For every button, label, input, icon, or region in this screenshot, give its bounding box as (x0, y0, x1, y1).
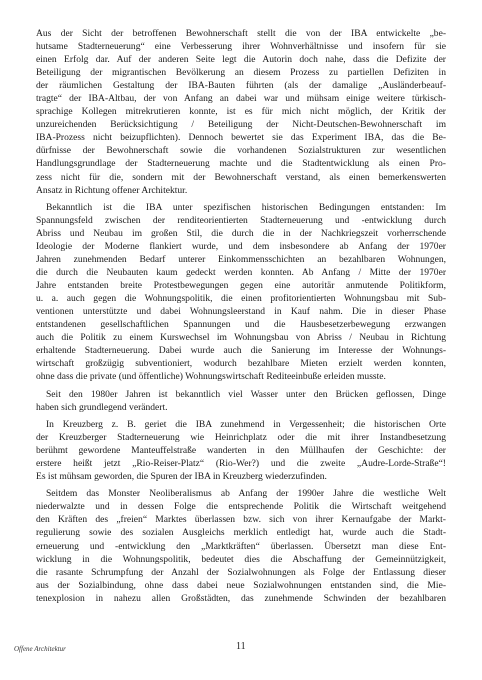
text-line: regulierung sowie des sozialen Ausgleichs merklich entledigt hat, wurde auch die Stadt- (36, 527, 446, 539)
text-line: der Kreuzberger Stadterneuerung wie Heinrichplatz oder die mit ihrer Instandbesetzung (36, 431, 446, 443)
text-line: erstere heißt jetzt „Rio-Reiser-Platz“ (Rio-Wer?) und die zweite „Audre-Lorde-Straße“! (36, 458, 446, 470)
text-line: auch die Politik zu einem Kurswechsel im Wohnungsbau von Abriss / Neubau in Richtung (36, 332, 446, 344)
text-line: dürfnisse der Bewohnerschaft sowie die vorhandenen Sozialstrukturen zur wesentlichen (36, 145, 446, 157)
text-line: erneuerung und -entwicklung den „Marktkräften“ überlassen. Übersetzt man diese Ent- (36, 540, 446, 552)
paragraph (36, 418, 446, 483)
text-line: der räumlichen Gestaltung der IBA-Bauten führten (als der damalige „Ausländerbeauf- (36, 80, 446, 92)
text-line: Beteiligung der migrantischen Bevölkerung an diesem Prozess zu partiellen Defiziten in (36, 67, 446, 79)
text-line: Jahren zunehmenden Bedarf unterer Einkommensschichten an bezahlbaren Wohnungen, (36, 253, 446, 265)
text-line: u. a. auch gegen die Wohnungspolitik, die einen profitorientierten Wohnungsbau mit Sub- (36, 293, 446, 305)
text-line: zess nicht für die, sondern mit der Bewohnerschaft verstand, als einen bemerkenswerten (36, 171, 446, 183)
paragraph (36, 388, 446, 414)
text-line: Seitdem das Monster Neoliberalismus ab Anfang der 1990er Jahre die westliche Welt (46, 488, 446, 500)
text-line: Ideologie der Moderne flankiert wurde, und dem insbesondere ab Anfang der 1970er (36, 240, 446, 252)
text-line: den Kräften des „freien“ Marktes überlassen bzw. sich von ihrer Kernaufgabe der Markt- (36, 514, 446, 526)
text-line: hutsame Stadterneuerung“ eine Verbesserung ihrer Wohnverhältnisse und insofern für sie (36, 41, 446, 53)
text-line: ventionen unterstützte und dabei Wohnungsleerstand in Kauf nahm. Die in dieser Phase (36, 306, 446, 318)
text-line: tragte“ der IBA-Altbau, der von Anfang an dabei war und mühsam einige weitere türkisch- (36, 93, 446, 105)
text-line: haben sich grundlegend verändert. (36, 401, 168, 413)
page-number: 11 (236, 641, 246, 652)
text-line: In Kreuzberg z. B. geriet die IBA zunehmend in Vergessenheit; die historischen Orte (46, 418, 446, 430)
text-line: IBA-Prozess nicht beizupflichten). Dennoch bewertet sie das Experiment IBA, das die Be- (36, 132, 446, 144)
text-line: Abriss und Neubau im großen Stil, die durch die in der Nachkriegszeit vorherrschende (36, 227, 446, 239)
text-line: Es ist mühsam geworden, die Spuren der IBA in Kreuzberg wiederzufinden. (36, 471, 327, 483)
text-line: sprachige Kollegen mitrekrutieren konnte, ist es für mich nicht möglich, der Kritik der (36, 106, 446, 118)
text-line: die rasante Schrumpfung der Anzahl der Sozialwohnungen als Folge der Entlassung dieser (36, 566, 446, 578)
text-line: Spannungsfeld zwischen der renditeorientierten Stadterneuerung und -entwicklung durch (36, 214, 446, 226)
paragraph (36, 487, 446, 604)
text-line: niederwalzte und in dessen Folge die entsprechende Politik die Wirtschaft weitgehend (36, 501, 446, 513)
text-line: tenexplosion in nahezu allen Großstädten, das zunehmende Schwinden der bezahlbaren (36, 592, 446, 604)
running-title: Offene Architektur (14, 645, 66, 653)
text-line: Seit den 1980er Jahren ist bekanntlich viel Wasser unter den Brücken geflossen, Dinge (46, 388, 446, 400)
text-line: wirtschaft großzügig subventioniert, wodurch bezahlbare Mieten erzielt werden konnten, (36, 358, 446, 370)
text-line: unzureichenden Berücksichtigung / Beteiligung der Nicht-Deutschen-Bewohnerschaft im (36, 119, 446, 131)
text-line: berühmt gewordene Manteuffelstraße wanderten in den Müllhaufen der Geschichte: der (36, 445, 446, 457)
text-line: Bekanntlich ist die IBA unter spezifischen historischen Bedingungen entstanden: Im (46, 201, 446, 213)
text-line: Handlungsgrundlage der Stadterneuerung machte und die Stadtentwicklung als einen Pro- (36, 158, 446, 170)
text-line: wicklung in die Wohnungspolitik, bedeutet dies die Abschaffung der Gemeinnützigkeit, (36, 553, 446, 565)
paragraph (36, 201, 446, 384)
text-line: Ansatz in Richtung offener Architektur. (36, 184, 188, 196)
text-line: einen Erfolg dar. Auf der anderen Seite legt die Autorin doch nahe, dass die Defizite der (36, 54, 446, 66)
text-line: erhaltende Stadterneuerung. Dabei wurde auch die Sanierung im Interesse der Wohnungs- (36, 345, 446, 357)
paragraph (36, 27, 446, 197)
body-text (36, 27, 446, 609)
text-line: entstandenen gesellschaftlichen Spannungen und die Hausbesetzerbewegung erzwangen (36, 319, 446, 331)
text-line: Jahre entstanden breite Protestbewegungen gegen eine autoritär anmutende Politikform, (36, 280, 446, 292)
text-line: die durch die Neubauten kaum gedeckt werden konnten. Ab Anfang / Mitte der 1970er (36, 267, 446, 279)
text-line: aus der Sozialbindung, ohne dass dabei neue Sozialwohnungen entstanden sind, die Mie- (36, 579, 446, 591)
text-line: ohne dass die private (und öffentliche) Wohnungswirtschaft Rediteeinbuße erleiden musste. (36, 371, 386, 383)
text-line: Aus der Sicht der betroffenen Bewohnerschaft stellt die von der IBA entwickelte „be- (36, 28, 446, 39)
